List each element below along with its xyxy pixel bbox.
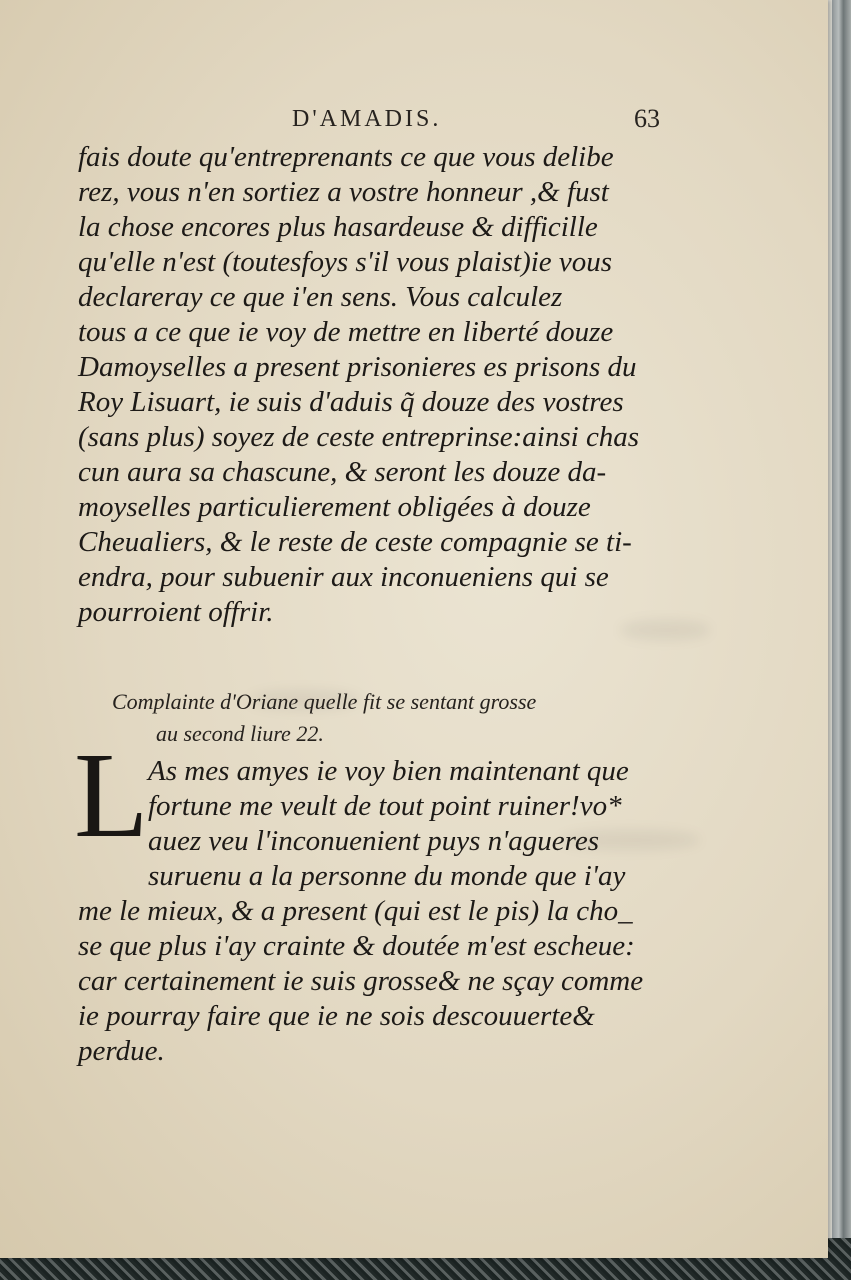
section-heading: Complainte d'Oriane quelle fit se sentant grosse [112,689,537,714]
text-line: fais doute qu'entreprenants ce que vous delibe [78,141,614,173]
running-head: D'AMADIS. [292,106,442,132]
text-line: auez veu l'inconuenient puys n'agueres [148,825,600,857]
text-line: car certainement ie suis grosse& ne sçay comme [78,965,644,997]
text-line: (sans plus) soyez de ceste entreprinse:ainsi chas [78,421,640,453]
text-line: se que plus i'ay crainte & doutée m'est escheue: [78,930,635,962]
text-line: ie pourray faire que ie ne sois descouuerte& [78,1000,595,1032]
text-line: Damoyselles a present prisonieres es prisons du [78,351,637,383]
text-line: suruenu a la personne du monde que i'ay [148,860,626,892]
text-line: Cheualiers, & le reste de ceste compagnie se ti- [78,526,632,558]
book-page-edges [832,0,851,1280]
text-line: fortune me veult de tout point ruiner!vo* [148,790,622,822]
text-line: pourroient offrir. [78,596,274,628]
text-line: As mes amyes ie voy bien maintenant que [148,755,629,787]
text-line: qu'elle n'est (toutesfoys s'il vous plaist)ie vous [78,246,613,278]
text-line: la chose encores plus hasardeuse & difficille [78,211,598,243]
text-line: declareray ce que i'en sens. Vous calculez [78,281,563,313]
text-line: moyselles particulierement obligées à douze [78,491,591,523]
text-line: Roy Lisuart, ie suis d'aduis q̃ douze des vostres [78,386,624,418]
page-number: 63 [634,104,660,133]
section-heading: au second liure 22. [156,721,324,746]
text-line: cun aura sa chascune, & seront les douze da- [78,456,607,488]
text-line: endra, pour subuenir aux inconueniens qui se [78,561,609,593]
paper-stain [620,620,710,640]
text-line: tous a ce que ie voy de mettre en liberté douze [78,316,614,348]
text-line: perdue. [78,1035,165,1067]
drop-cap: L [74,728,149,863]
text-line: rez, vous n'en sortiez a vostre honneur ,& fust [78,176,609,208]
text-line: me le mieux, & a present (qui est le pis) la cho_ [78,895,633,927]
